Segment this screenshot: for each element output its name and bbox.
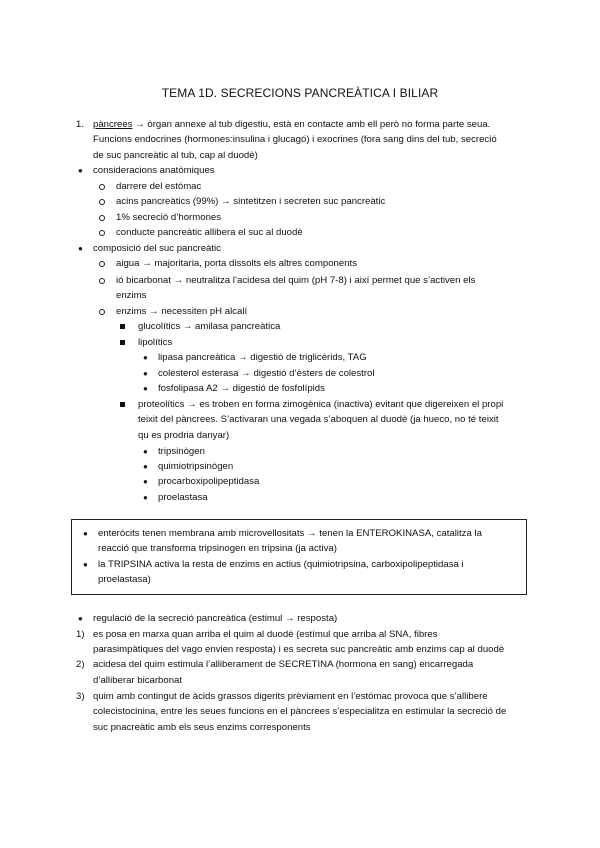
circle-bullet-icon: [99, 278, 105, 284]
pancreas-definition: → òrgan annexe al tub digestiu, està en contacte amb ell però no forma parte seua.: [132, 119, 491, 130]
bullet-icon: ●: [78, 244, 83, 253]
note-line: reacció que transforma tripsinogen en tripsina (ja activa): [98, 543, 337, 554]
note-line: proelastasa): [98, 574, 151, 585]
page-title: TEMA 1D. SECRECIONS PANCREÀTICA I BILIAR: [161, 86, 439, 100]
list-item: procarboxipolipeptidasa: [158, 476, 260, 487]
list-item: acins pancreàtics (99%) → sintetitzen i secreten suc pancreàtic: [116, 196, 386, 207]
bullet-icon: ●: [143, 369, 148, 378]
square-bullet-icon: [120, 324, 125, 329]
pancreas-functions-line: Funcions endocrines (hormones:insulina i glucagó) i exocrines (fora sang dins del tub, secreció: [93, 134, 497, 145]
pancreas-definition-line: [93, 117, 490, 132]
list-item: colesterol esterasa → digestió d’èsters de colestrol: [158, 368, 375, 379]
list-item: 1% secreció d’hormones: [116, 212, 222, 223]
list-item: tripsinògen: [158, 446, 205, 457]
regulation-step: acidesa del quim estimula l’alliberament de SECRETINA (hormona en sang) encarregada: [93, 659, 474, 670]
regulation-step-continuation: suc pnacreàtic amb els seus enzims corresponents: [93, 722, 311, 733]
composition-heading: composició del suc pancreàtic: [93, 243, 221, 254]
regulation-step-continuation: parasimpàtiques del vago envien resposta) i es secreta suc pancreàtic amb enzims cap al duodè: [93, 644, 505, 655]
regulation-step-continuation: colecistocinina, entre les seues funcions en el pàncrees s’especialitza en estimular la secreció de: [93, 706, 507, 717]
list-item: lipasa pancreàtica → digestió de triglicèrids, TAG: [158, 352, 367, 363]
list-item-continuation: teixit del pàncrees. S’activaran una vegada s’aboquen al duodè (ja hueco, no té teixit: [138, 414, 499, 425]
list-item: proelastasa: [158, 492, 208, 503]
bullet-icon: ●: [143, 384, 148, 393]
bullet-icon: ●: [143, 462, 148, 471]
bullet-icon: ●: [78, 166, 83, 175]
bullet-icon: ●: [83, 560, 88, 569]
circle-bullet-icon: [99, 230, 105, 236]
regulation-step: quim amb contingut de àcids grassos digerits prèviament en l’estómac provoca que s’allibere: [93, 691, 488, 702]
circle-bullet-icon: [99, 184, 105, 190]
regulation-heading: regulació de la secreció pancreàtica (estimul → resposta): [93, 613, 338, 624]
regulation-step-continuation: d’alliberar bicarbonat: [93, 675, 183, 686]
list-item: ió bicarbonat → neutralitza l’acidesa del quim (pH 7-8) i així permet que s’activen els: [116, 275, 476, 286]
square-bullet-icon: [120, 402, 125, 407]
step-number: 1): [76, 629, 85, 640]
list-item: quimiotripsinògen: [158, 461, 234, 472]
bullet-icon: ●: [83, 529, 88, 538]
bullet-icon: ●: [143, 477, 148, 486]
bullet-icon: ●: [143, 353, 148, 362]
pancreas-functions-line: de suc pancreàtic al tub, cap al duodè): [93, 150, 258, 161]
note-line: la TRIPSINA activa la resta de enzims en actius (quimiotripsina, carboxipolipeptidasa i: [98, 559, 464, 570]
item-number: 1.: [76, 119, 85, 130]
list-item: glucolítics → amilasa pancreàtica: [138, 321, 281, 332]
bullet-icon: ●: [143, 447, 148, 456]
note-line: enteròcits tenen membrana amb microvellositats → tenen la ENTEROKINASA, catalitza la: [98, 528, 482, 539]
regulation-step: es posa en marxa quan arriba el quim al duodè (estímul que arriba al SNA, fibres: [93, 629, 438, 640]
circle-bullet-icon: [99, 309, 105, 315]
list-item: conducte pancreàtic allibera el suc al duodè: [116, 227, 303, 238]
step-number: 2): [76, 659, 85, 670]
list-item: enzims → necessiten pH alcalí: [116, 306, 248, 317]
circle-bullet-icon: [99, 261, 105, 267]
term-pancreas: pàncrees: [93, 119, 133, 130]
bullet-icon: ●: [143, 493, 148, 502]
list-item: lipolítics: [138, 337, 173, 348]
list-item: proteolítics → es troben en forma zimogènica (inactiva) evitant que digereixen el propi: [138, 399, 504, 410]
list-item-continuation: enzims: [116, 290, 147, 301]
circle-bullet-icon: [99, 199, 105, 205]
list-item: darrere del estómac: [116, 181, 202, 192]
list-item: fosfolipasa A2 → digestió de fosfolípids: [158, 383, 325, 394]
anatomy-heading: consideracions anatòmiques: [93, 165, 215, 176]
square-bullet-icon: [120, 340, 125, 345]
circle-bullet-icon: [99, 215, 105, 221]
list-item: aigua → majoritaria, porta dissolts els altres components: [116, 258, 358, 269]
bullet-icon: ●: [78, 614, 83, 623]
list-item-continuation: qu es prodria danyar): [138, 430, 230, 441]
step-number: 3): [76, 691, 85, 702]
